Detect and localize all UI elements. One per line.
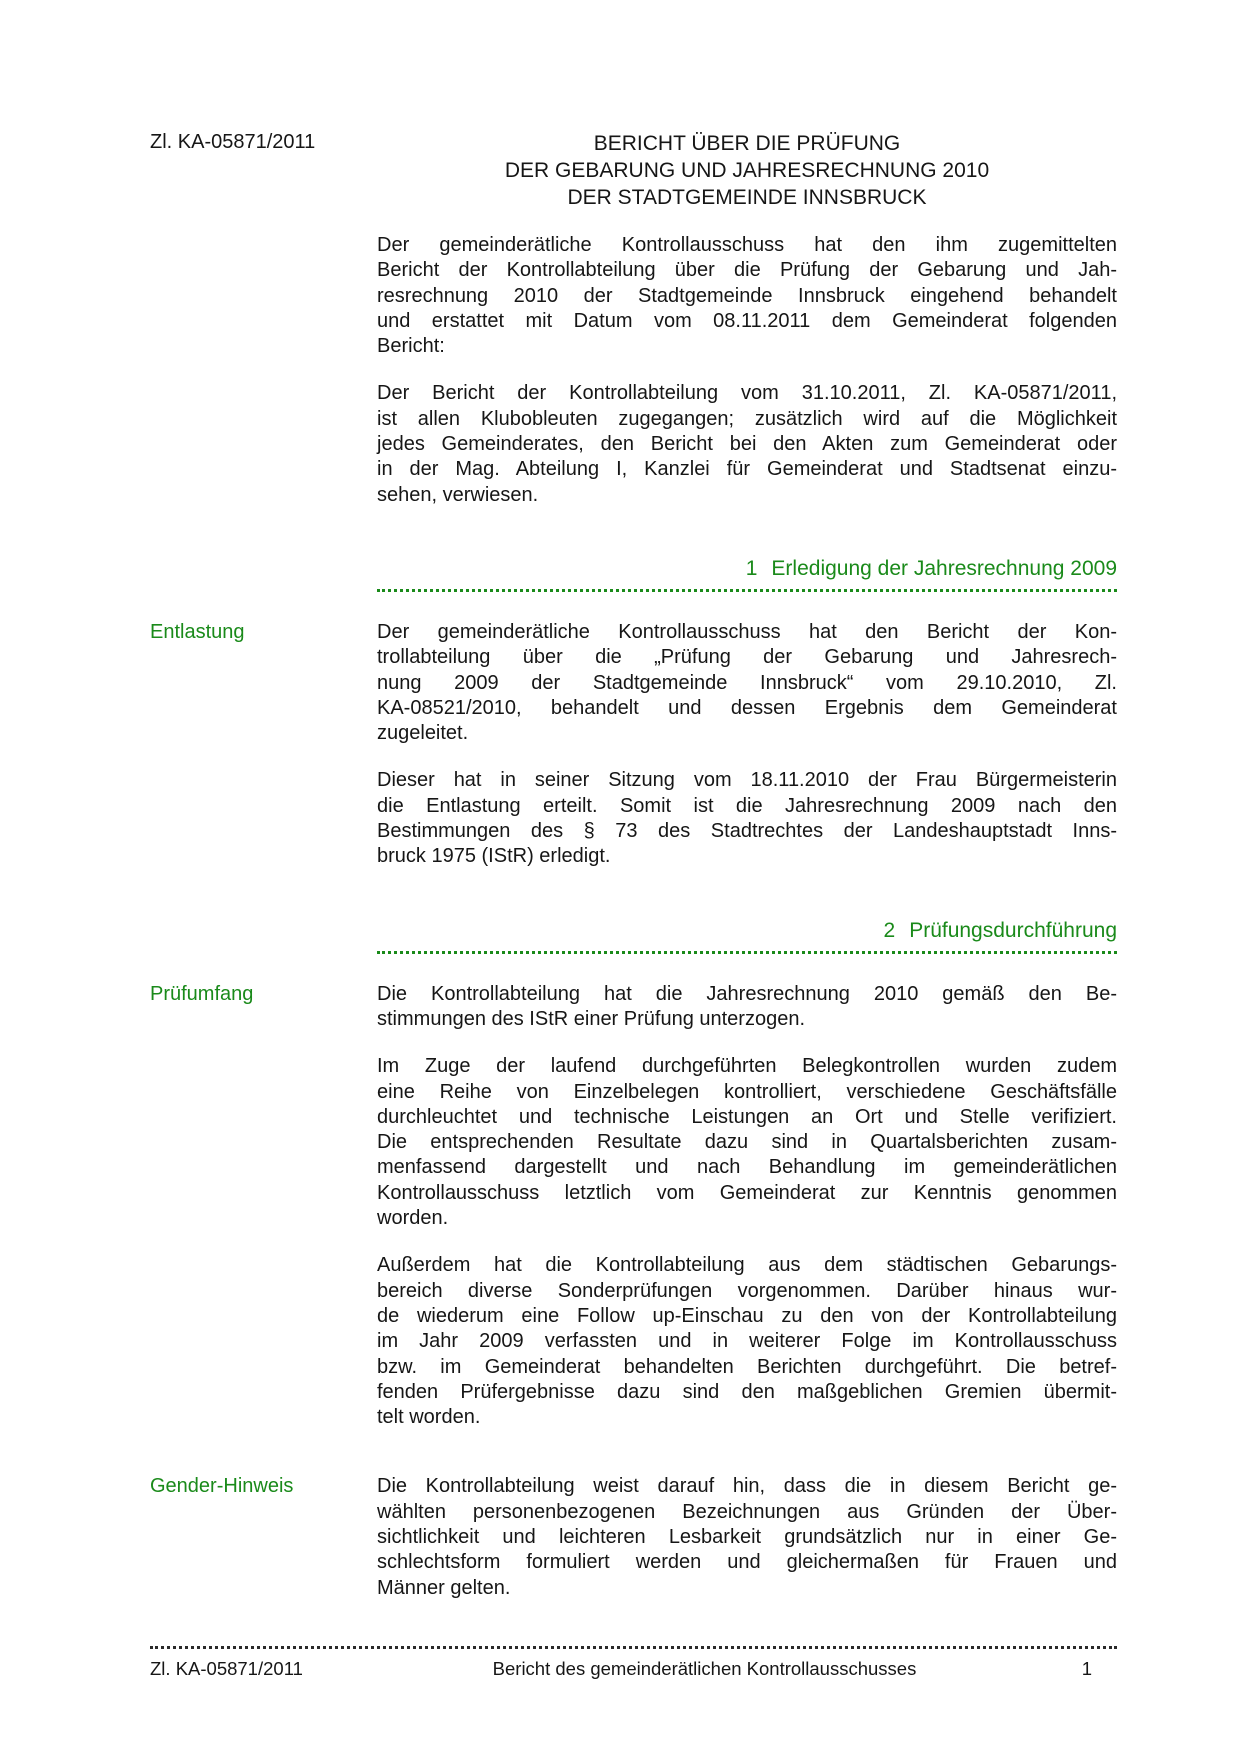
section-heading-rule [377, 554, 1117, 592]
paragraph-block [150, 233, 1117, 359]
footer-title: Bericht des gemeinderätlichen Kontrollausschusses [492, 1658, 917, 1679]
paragraph-block [150, 1474, 1117, 1600]
paragraph-line: Außerdem hat die Kontrollabteilung aus dem städtischen Gebarungs- [377, 1254, 1117, 1277]
paragraph-line: Dieser hat in seiner Sitzung vom 18.11.2010 der Frau Bürgermeisterin [377, 769, 1117, 792]
paragraph-line: wählten personenbezogenen Bezeichnungen aus Gründen der Über- [377, 1500, 1117, 1523]
paragraph-block [150, 620, 1117, 746]
paragraph-line: Kontrollausschuss letztlich vom Gemeinderat zur Kenntnis genommen [377, 1181, 1117, 1204]
paragraph-line: jedes Gemeinderates, den Bericht bei den Akten zum Gemeinderat oder [377, 433, 1117, 456]
paragraph-line: schlechtsform formuliert werden und gleichermaßen für Frauen und [377, 1551, 1117, 1574]
paragraph-line: Bericht der Kontrollabteilung über die Prüfung der Gebarung und Jah- [377, 259, 1117, 282]
paragraph [377, 620, 1117, 746]
margin-label: Gender-Hinweis [150, 1475, 294, 1498]
paragraph-line: und erstattet mit Datum vom 08.11.2011 dem Gemeinderat folgenden [377, 309, 1117, 332]
paragraph-line: Die Kontrollabteilung weist darauf hin, dass die in diesem Bericht ge- [377, 1475, 1117, 1498]
paragraph-line: die Entlastung erteilt. Somit ist die Jahresrechnung 2009 nach den [377, 794, 1117, 817]
paragraph-line: eine Reihe von Einzelbelegen kontrolliert, verschiedene Geschäftsfälle [377, 1080, 1117, 1103]
margin-label [150, 1054, 377, 1231]
margin-label [150, 1253, 377, 1430]
paragraph-line: ist allen Klubobleuten zugegangen; zusätzlich wird auf die Möglichkeit [377, 407, 1117, 430]
paragraph [377, 1054, 1117, 1231]
paragraph [377, 381, 1117, 507]
paragraph-line: sehen, verwiesen. [377, 483, 539, 506]
document-body [150, 233, 1117, 1601]
section-number: 1 [745, 556, 758, 580]
paragraph-line: Die entsprechenden Resultate dazu sind in Quartalsberichten zusam- [377, 1131, 1117, 1154]
margin-label [150, 233, 377, 359]
title-line: DER STADTGEMEINDE INNSBRUCK [567, 186, 927, 209]
paragraph-line: bzw. im Gemeinderat behandelten Berichten durchgeführt. Die betref- [377, 1355, 1117, 1378]
paragraph-line: Der gemeinderätliche Kontrollausschuss hat den ihm zugemittelten [377, 234, 1117, 256]
paragraph-line: resrechnung 2010 der Stadtgemeinde Innsbruck eingehend behandelt [377, 284, 1117, 307]
paragraph-line: Die Kontrollabteilung hat die Jahresrechnung 2010 gemäß den Be- [377, 982, 1117, 1005]
section-heading-rule [377, 916, 1117, 954]
footer-page-number: 1 [1081, 1658, 1092, 1679]
paragraph-line: bereich diverse Sonderprüfungen vorgenommen. Darüber hinaus wur- [377, 1279, 1117, 1302]
margin-label [150, 381, 377, 507]
paragraph [377, 982, 1117, 1033]
paragraph-line: menfassend dargestellt und nach Behandlung im gemeinderätlichen [377, 1156, 1117, 1179]
paragraph-line: sichtlichkeit und leichteren Lesbarkeit grundsätzlich nur in einer Ge- [377, 1525, 1117, 1548]
paragraph-line: bruck 1975 (IStR) erledigt. [377, 845, 611, 868]
paragraph-line: im Jahr 2009 verfassten und in weiterer Folge im Kontrollausschuss [377, 1330, 1117, 1353]
paragraph-line: fenden Prüfergebnisse dazu sind den maßgeblichen Gremien übermit- [377, 1380, 1117, 1403]
section-heading [150, 916, 1117, 954]
doc-reference: Zl. KA-05871/2011 [150, 131, 316, 153]
paragraph [377, 233, 1117, 359]
paragraph-block [150, 381, 1117, 507]
paragraph-line: Der Bericht der Kontrollabteilung vom 31.10.2011, Zl. KA-05871/2011, [377, 382, 1117, 405]
margin-label: Prüfumfang [150, 982, 254, 1005]
paragraph-line: KA-08521/2010, behandelt und dessen Ergebnis dem Gemeinderat [377, 696, 1117, 719]
title-line: DER GEBARUNG UND JAHRESRECHNUNG 2010 [504, 159, 990, 182]
section-title: Erledigung der Jahresrechnung 2009 [771, 556, 1117, 580]
document-content [150, 130, 1117, 1601]
paragraph-line: worden. [377, 1207, 449, 1230]
paragraph-block [150, 1054, 1117, 1231]
paragraph-line: Im Zuge der laufend durchgeführten Belegkontrollen wurden zudem [377, 1055, 1117, 1078]
document-header [150, 130, 1117, 211]
paragraph-line: trollabteilung über die „Prüfung der Gebarung und Jahresrech- [377, 646, 1117, 669]
paragraph-line: telt worden. [377, 1406, 481, 1429]
section-number: 2 [883, 918, 896, 942]
paragraph-line: zugeleitet. [377, 722, 469, 745]
paragraph-line: stimmungen des IStR einer Prüfung unterzogen. [377, 1007, 806, 1030]
footer-doc-reference: Zl. KA-05871/2011 [150, 1658, 303, 1679]
section-title: Prüfungsdurchführung [909, 918, 1117, 942]
title-line: BERICHT ÜBER DIE PRÜFUNG [593, 132, 901, 155]
paragraph-block [150, 768, 1117, 869]
paragraph-line: de wiederum eine Follow up-Einschau zu den von der Kontrollabteilung [377, 1304, 1117, 1327]
paragraph-block [150, 1253, 1117, 1430]
paragraph [377, 1253, 1117, 1430]
paragraph [377, 768, 1117, 869]
paragraph-line: nung 2009 der Stadtgemeinde Innsbruck“ vom 29.10.2010, Zl. [377, 671, 1117, 694]
paragraph-line: Bericht: [377, 335, 445, 358]
paragraph-line: in der Mag. Abteilung I, Kanzlei für Gemeinderat und Stadtsenat einzu- [377, 458, 1117, 481]
margin-label [150, 768, 377, 869]
margin-label: Entlastung [150, 620, 245, 643]
paragraph-line: Bestimmungen des § 73 des Stadtrechtes der Landeshauptstadt Inns- [377, 820, 1117, 843]
document-title [377, 130, 1117, 211]
section-heading [150, 554, 1117, 592]
paragraph-line: Der gemeinderätliche Kontrollausschuss hat den Bericht der Kon- [377, 620, 1117, 643]
page-footer [150, 1646, 1117, 1680]
paragraph-block [150, 982, 1117, 1033]
paragraph-line: durchleuchtet und technische Leistungen an Ort und Stelle verifiziert. [377, 1105, 1117, 1128]
paragraph [377, 1474, 1117, 1600]
paragraph-line: Männer gelten. [377, 1576, 511, 1599]
